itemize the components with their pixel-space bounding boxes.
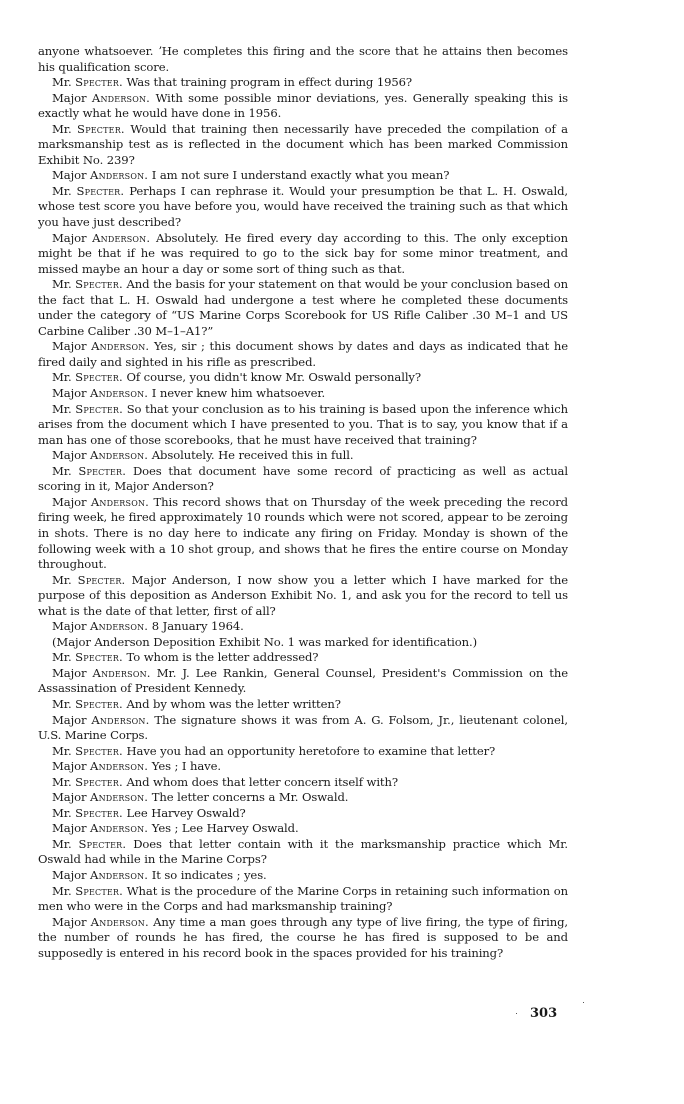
- testimony-paragraph: [38, 231, 568, 278]
- speaker-title: Major: [52, 821, 87, 836]
- paragraph-text: The letter concerns a Mr. Oswald.: [151, 790, 349, 805]
- paragraph-text: This record shows that on Thursday of the week preceding the record firing week, he fired approximately 10 rounds which were not scored, appear to be zeroing in shots. There is no day here to indicate any firing on Friday. Monday is shown of the following week with a 10 shot group, and shows that he fires the entire course on Monday throughout.: [38, 494, 568, 572]
- testimony-paragraph: [38, 837, 568, 868]
- paragraph-text: And by whom was the letter written?: [126, 696, 341, 711]
- speaker-name: Anderson.: [92, 665, 151, 680]
- paragraph-text: I never knew him whatsoever.: [151, 386, 326, 401]
- paragraph-text: Yes ; I have.: [151, 759, 221, 774]
- paragraph-text: Lee Harvey Oswald?: [126, 805, 246, 820]
- paragraph-text: 8 January 1964.: [151, 619, 244, 634]
- speaker-title: Major: [52, 914, 87, 929]
- speaker-name: Anderson.: [90, 619, 149, 634]
- speaker-name: Anderson.: [92, 230, 151, 245]
- paragraph-text: Absolutely. He fired every day according to this. The only exception might be that if he was required to go to the sick bay for some minor treatment, and missed maybe an hour a day or some sort of thing such as that.: [38, 230, 568, 276]
- speaker-title: Mr.: [52, 743, 72, 758]
- speaker-title: Mr.: [52, 696, 72, 711]
- paragraph-text: Mr. J. Lee Rankin, General Counsel, President's Commission on the Assassination of President Kennedy.: [38, 665, 568, 696]
- testimony-paragraph: [38, 402, 568, 449]
- speaker-name: Specter.: [75, 774, 123, 789]
- paragraph-text: It so indicates ; yes.: [151, 867, 267, 882]
- speaker-title: Major: [52, 168, 87, 183]
- paragraph-text: Perhaps I can rephrase it. Would your presumption be that L. H. Oswald, whose test score you have before you, would have received the training such as that which you have just described?: [38, 183, 568, 230]
- testimony-paragraph: [38, 168, 568, 184]
- speaker-title: Mr.: [52, 883, 72, 898]
- speaker-name: Anderson.: [90, 386, 149, 401]
- speaker-title: Mr.: [52, 805, 72, 820]
- paragraph-text: Have you had an opportunity heretofore to examine that letter?: [126, 743, 496, 758]
- speaker-name: Specter.: [77, 121, 125, 136]
- testimony-paragraph: [38, 806, 568, 822]
- speaker-name: Specter.: [78, 463, 127, 478]
- testimony-paragraph: [38, 573, 568, 620]
- paragraph-text: And whom does that letter concern itself with?: [126, 774, 398, 789]
- page-number: 303: [530, 1006, 558, 1021]
- testimony-paragraph: [38, 868, 568, 884]
- speaker-name: Specter.: [75, 805, 123, 820]
- testimony-paragraph: [38, 697, 568, 713]
- testimony-paragraph: [38, 339, 568, 370]
- testimony-paragraph: [38, 91, 568, 122]
- speaker-name: Specter.: [75, 883, 124, 898]
- paragraph-text: anyone whatsoever. ʼHe completes this firing and the score that he attains then becomes his qualification score.: [38, 44, 568, 74]
- paragraph-text: And the basis for your statement on that would be your conclusion based on the fact that L. H. Oswald had undergone a test where he completed these documents under the category of “US Marine Corps Scorebook for US Rifle Caliber .30 M–1 and US Carbine Caliber .30 M–1–A1?”: [38, 277, 568, 338]
- paragraph-text: Does that document have some record of practicing as well as actual scoring in it, Major Anderson?: [38, 463, 568, 494]
- speaker-title: Major: [52, 867, 87, 882]
- speaker-title: Major: [52, 448, 87, 463]
- paragraph-text: Does that letter contain with it the marksmanship practice which Mr. Oswald had while in the Marine Corps?: [38, 836, 569, 867]
- speaker-name: Specter.: [75, 696, 123, 711]
- speaker-title: Major: [52, 494, 87, 509]
- speaker-title: Mr.: [52, 463, 72, 478]
- speaker-name: Specter.: [75, 277, 123, 292]
- testimony-paragraph: [38, 775, 568, 791]
- paragraph-text: Of course, you didn't know Mr. Oswald personally?: [126, 370, 421, 385]
- testimony-paragraph: [38, 122, 568, 169]
- speaker-title: Mr.: [52, 836, 72, 851]
- transcript-page: [38, 44, 568, 961]
- testimony-paragraph: [38, 495, 568, 573]
- paragraph-text: Major Anderson, I now show you a letter which I have marked for the purpose of this deposition as Anderson Exhibit No. 1, and ask you for the record to tell us what is the date of that letter, first of all?: [38, 572, 569, 618]
- testimony-paragraph: [38, 744, 568, 760]
- speaker-name: Anderson.: [90, 914, 149, 929]
- speaker-name: Anderson.: [91, 712, 150, 727]
- speaker-title: Mr.: [52, 650, 72, 665]
- speaker-name: Specter.: [75, 650, 123, 665]
- speaker-title: Mr.: [52, 401, 72, 416]
- testimony-paragraph: [38, 619, 568, 635]
- testimony-paragraph: [38, 821, 568, 837]
- paragraph-text: Was that training program in effect during 1956?: [126, 75, 413, 90]
- testimony-paragraph: [38, 790, 568, 806]
- speaker-name: Anderson.: [90, 168, 149, 183]
- scan-speck: [583, 1002, 584, 1003]
- testimony-paragraph: [38, 759, 568, 775]
- scan-speck: [516, 1013, 517, 1014]
- speaker-title: Major: [52, 665, 87, 680]
- paragraph-text: The signature shows it was from A. G. Folsom, Jr., lieutenant colonel, U.S. Marine Corps.: [38, 712, 568, 743]
- speaker-name: Specter.: [76, 183, 125, 198]
- paragraph-text: Absolutely. He received this in full.: [151, 448, 354, 463]
- paragraph-text: So that your conclusion as to his training is based upon the inference which arises from the document which I have presented to you. That is to say, you know that if a man has one of those scorebooks, that he must have received that training?: [38, 401, 568, 447]
- speaker-title: Mr.: [52, 370, 72, 385]
- speaker-name: Specter.: [75, 370, 123, 385]
- paragraph-text: To whom is the letter addressed?: [126, 650, 319, 665]
- speaker-name: Anderson.: [90, 790, 149, 805]
- testimony-paragraph: [38, 386, 568, 402]
- speaker-title: Major: [52, 619, 87, 634]
- speaker-title: Mr.: [52, 121, 72, 136]
- speaker-title: Major: [52, 230, 87, 245]
- speaker-name: Specter.: [75, 401, 124, 416]
- testimony-paragraph: [38, 370, 568, 386]
- speaker-title: Major: [52, 90, 87, 105]
- speaker-title: Major: [52, 386, 87, 401]
- speaker-name: Anderson.: [90, 821, 149, 836]
- paragraph-text: With some possible minor deviations, yes. Generally speaking this is exactly what he would have done in 1956.: [38, 90, 568, 121]
- speaker-title: Mr.: [52, 572, 72, 587]
- testimony-paragraph: [38, 650, 568, 666]
- speaker-name: Anderson.: [90, 494, 150, 509]
- testimony-paragraph: [38, 464, 568, 495]
- testimony-paragraph: [38, 75, 568, 91]
- testimony-paragraph: [38, 184, 568, 231]
- speaker-name: Anderson.: [90, 867, 149, 882]
- speaker-title: Mr.: [52, 75, 72, 90]
- speaker-name: Specter.: [75, 743, 123, 758]
- speaker-name: Anderson.: [91, 90, 151, 105]
- parenthetical-note: [38, 635, 568, 651]
- speaker-title: Mr.: [52, 277, 72, 292]
- speaker-title: Major: [52, 759, 87, 774]
- paragraph-text: (Major Anderson Deposition Exhibit No. 1 was marked for identification.): [52, 634, 478, 649]
- speaker-name: Specter.: [78, 836, 127, 851]
- paragraph-text: I am not sure I understand exactly what you mean?: [151, 168, 450, 183]
- paragraph-text: Yes ; Lee Harvey Oswald.: [151, 821, 299, 836]
- speaker-title: Mr.: [52, 183, 72, 198]
- paragraph-text: Any time a man goes through any type of live firing, the type of firing, the number of rounds he has fired, the course he has fired is supposed to be and supposedly is entered in his record book in the spaces provided for his training?: [38, 914, 568, 960]
- speaker-name: Specter.: [75, 75, 123, 90]
- testimony-paragraph: [38, 666, 568, 697]
- speaker-title: Major: [52, 339, 87, 354]
- paragraph-text: Yes, sir ; this document shows by dates and days as indicated that he fired daily and sighted in his rifle as prescribed.: [38, 339, 568, 369]
- speaker-name: Anderson.: [90, 759, 149, 774]
- paragraph-text: What is the procedure of the Marine Corps in retaining such information on men who were in the Corps and had marksmanship training?: [38, 883, 568, 914]
- testimony-paragraph: [38, 884, 568, 915]
- continued-paragraph: [38, 44, 568, 75]
- speaker-title: Major: [52, 712, 87, 727]
- paragraph-text: Would that training then necessarily have preceded the compilation of a marksmanship test as is reflected in the document which has been marked Commission Exhibit No. 239?: [38, 121, 568, 167]
- speaker-name: Anderson.: [90, 448, 149, 463]
- speaker-title: Major: [52, 790, 87, 805]
- testimony-paragraph: [38, 713, 568, 744]
- testimony-paragraph: [38, 448, 568, 464]
- speaker-name: Specter.: [77, 572, 126, 587]
- testimony-paragraph: [38, 915, 568, 962]
- speaker-name: Anderson.: [91, 339, 150, 354]
- testimony-paragraph: [38, 277, 568, 339]
- speaker-title: Mr.: [52, 774, 72, 789]
